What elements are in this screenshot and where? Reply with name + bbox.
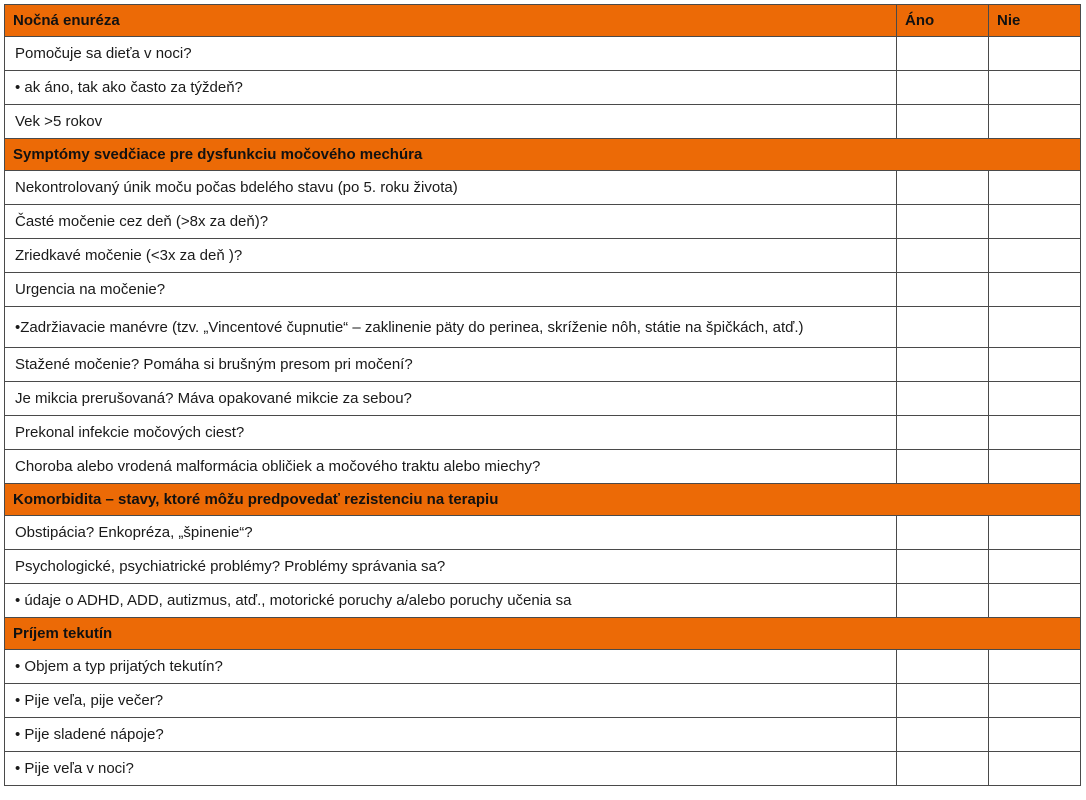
answer-cell-ano[interactable] <box>897 205 989 239</box>
question-text: Časté močenie cez deň (>8x za deň)? <box>5 205 897 239</box>
answer-cell-ano[interactable] <box>897 650 989 684</box>
table-row <box>5 650 1081 684</box>
answer-cell-ano[interactable] <box>897 684 989 718</box>
answer-cell-ano[interactable] <box>897 348 989 382</box>
question-text: • Objem a typ prijatých tekutín? <box>5 650 897 684</box>
table-row <box>5 516 1081 550</box>
answer-cell-ano[interactable] <box>897 718 989 752</box>
question-text: Urgencia na močenie? <box>5 273 897 307</box>
question-text: Choroba alebo vrodená malformácia obličiek a močového traktu alebo miechy? <box>5 450 897 484</box>
question-text: Psychologické, psychiatrické problémy? Problémy správania sa? <box>5 550 897 584</box>
table-row <box>5 752 1081 786</box>
answer-cell-nie[interactable] <box>989 752 1081 786</box>
column-header-ano: Áno <box>897 5 989 37</box>
table-row <box>5 273 1081 307</box>
table-row <box>5 205 1081 239</box>
answer-cell-nie[interactable] <box>989 71 1081 105</box>
question-text: Zriedkavé močenie (<3x za deň )? <box>5 239 897 273</box>
question-text: • Pije sladené nápoje? <box>5 718 897 752</box>
answer-cell-ano[interactable] <box>897 37 989 71</box>
checklist-table <box>4 4 1081 786</box>
answer-cell-ano[interactable] <box>897 105 989 139</box>
section-title: Symptómy svedčiace pre dysfunkciu močového mechúra <box>5 139 1081 171</box>
answer-cell-ano[interactable] <box>897 382 989 416</box>
table-row <box>5 171 1081 205</box>
answer-cell-ano[interactable] <box>897 450 989 484</box>
answer-cell-nie[interactable] <box>989 105 1081 139</box>
question-text: Obstipácia? Enkopréza, „špinenie“? <box>5 516 897 550</box>
answer-cell-nie[interactable] <box>989 516 1081 550</box>
question-text: • Pije veľa v noci? <box>5 752 897 786</box>
section-title: Príjem tekutín <box>5 618 1081 650</box>
question-text: Vek >5 rokov <box>5 105 897 139</box>
table-row <box>5 71 1081 105</box>
answer-cell-ano[interactable] <box>897 171 989 205</box>
answer-cell-nie[interactable] <box>989 718 1081 752</box>
question-text: Stažené močenie? Pomáha si brušným presom pri močení? <box>5 348 897 382</box>
table-row <box>5 105 1081 139</box>
question-text: Prekonal infekcie močových ciest? <box>5 416 897 450</box>
answer-cell-ano[interactable] <box>897 516 989 550</box>
answer-cell-nie[interactable] <box>989 550 1081 584</box>
section-header-komorbidita <box>5 484 1081 516</box>
answer-cell-ano[interactable] <box>897 239 989 273</box>
table-row <box>5 684 1081 718</box>
table-row <box>5 37 1081 71</box>
answer-cell-nie[interactable] <box>989 205 1081 239</box>
answer-cell-nie[interactable] <box>989 416 1081 450</box>
table-row <box>5 239 1081 273</box>
answer-cell-ano[interactable] <box>897 584 989 618</box>
table-row <box>5 348 1081 382</box>
answer-cell-nie[interactable] <box>989 171 1081 205</box>
table-row <box>5 416 1081 450</box>
answer-cell-nie[interactable] <box>989 684 1081 718</box>
question-text: Je mikcia prerušovaná? Máva opakované mikcie za sebou? <box>5 382 897 416</box>
answer-cell-ano[interactable] <box>897 752 989 786</box>
answer-cell-ano[interactable] <box>897 550 989 584</box>
answer-cell-nie[interactable] <box>989 307 1081 348</box>
table-row <box>5 450 1081 484</box>
section-header-symptomy <box>5 139 1081 171</box>
answer-cell-nie[interactable] <box>989 450 1081 484</box>
answer-cell-nie[interactable] <box>989 348 1081 382</box>
answer-cell-nie[interactable] <box>989 584 1081 618</box>
question-text: • ak áno, tak ako často za týždeň? <box>5 71 897 105</box>
answer-cell-nie[interactable] <box>989 37 1081 71</box>
section-header-prijem-tekutin <box>5 618 1081 650</box>
table-row <box>5 584 1081 618</box>
column-header-nie: Nie <box>989 5 1081 37</box>
enuresis-checklist <box>4 4 1082 786</box>
answer-cell-ano[interactable] <box>897 71 989 105</box>
question-text: Pomočuje sa dieťa v noci? <box>5 37 897 71</box>
question-text: •Zadržiavacie manévre (tzv. „Vincentové čupnutie“ – zaklinenie päty do perinea, skríženie nôh, státie na špičkách, atď.) <box>5 307 897 348</box>
answer-cell-ano[interactable] <box>897 273 989 307</box>
table-row <box>5 382 1081 416</box>
question-text: • údaje o ADHD, ADD, autizmus, atď., motorické poruchy a/alebo poruchy učenia sa <box>5 584 897 618</box>
section-title: Nočná enuréza <box>5 5 897 37</box>
table-row <box>5 550 1081 584</box>
answer-cell-ano[interactable] <box>897 416 989 450</box>
question-text: • Pije veľa, pije večer? <box>5 684 897 718</box>
section-title: Komorbidita – stavy, ktoré môžu predpovedať rezistenciu na terapiu <box>5 484 1081 516</box>
table-row <box>5 718 1081 752</box>
answer-cell-nie[interactable] <box>989 650 1081 684</box>
answer-cell-nie[interactable] <box>989 273 1081 307</box>
answer-cell-ano[interactable] <box>897 307 989 348</box>
answer-cell-nie[interactable] <box>989 382 1081 416</box>
section-header-nocna-enureza <box>5 5 1081 37</box>
answer-cell-nie[interactable] <box>989 239 1081 273</box>
question-text: Nekontrolovaný únik moču počas bdelého stavu (po 5. roku života) <box>5 171 897 205</box>
table-row <box>5 307 1081 348</box>
